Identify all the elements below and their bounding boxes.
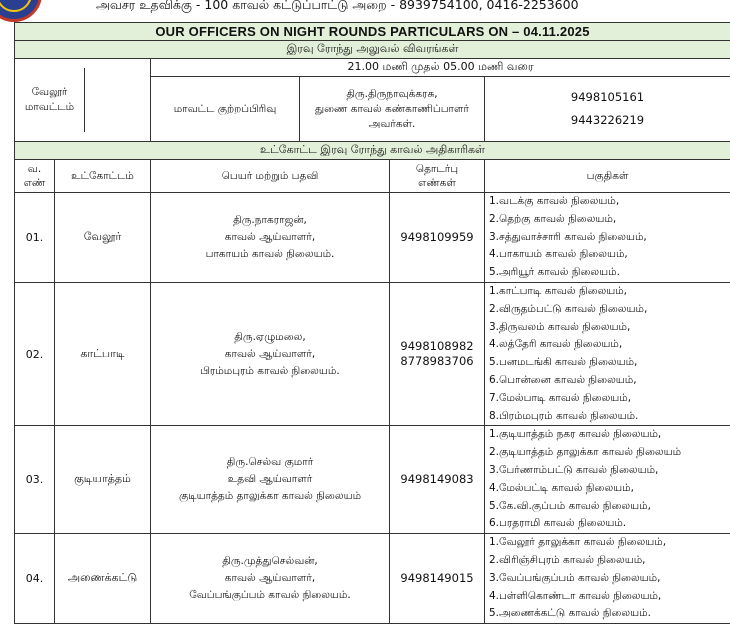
area-item: 7.மேல்பாடி காவல் நிலையம், xyxy=(489,390,726,408)
area-item: 3.சத்துவாச்சாரி காவல் நிலையம், xyxy=(489,229,726,247)
district-unit: மாவட்ட குற்றப்பிரிவு xyxy=(151,77,300,142)
area-item: 2.விருதம்பட்டு காவல் நிலையம், xyxy=(489,301,726,319)
area-item: 4.லத்தேரி காவல் நிலையம், xyxy=(489,336,726,354)
row-sno: 03. xyxy=(15,426,55,534)
district-officer-line1: திரு.திருநாவுக்கரசு, xyxy=(304,87,480,102)
area-item: 2.குடியாத்தம் தாலுக்கா காவல் நிலையம் xyxy=(489,444,726,462)
area-item: 1.குடியாத்தம் நகர காவல் நிலையம், xyxy=(489,426,726,444)
row-subdivision: வேலூர் xyxy=(55,193,151,283)
row-phone: 9498109959 xyxy=(394,230,480,245)
header-sno-line1: வ. xyxy=(19,162,50,176)
area-item: 4.பாகாயம் காவல் நிலையம், xyxy=(489,246,726,264)
row-officer-station: பாகாயம் காவல் நிலையம். xyxy=(155,246,385,263)
area-item: 6.பொன்னை காவல் நிலையம், xyxy=(489,372,726,390)
helpline-text: அவசர உதவிக்கு - 100 காவல் கட்டுப்பாட்டு அறை - 8939754100, 0416-2253600 xyxy=(96,0,579,14)
row-officer-name: திரு.நாகராஜன், xyxy=(155,212,385,229)
header-areas: பகுதிகள் xyxy=(485,160,730,193)
header-sno-line2: எண் xyxy=(19,176,50,190)
row-officer-name: திரு.செல்வ குமார் xyxy=(155,454,385,471)
area-item: 3.பேர்ணாம்பட்டு காவல் நிலையம், xyxy=(489,462,726,480)
row-officer-designation: காவல் ஆய்வாளர், xyxy=(155,346,385,363)
row-sno: 01. xyxy=(15,193,55,283)
table-row xyxy=(15,193,730,283)
table-row xyxy=(15,282,730,425)
area-item: 3.திருவலம் காவல் நிலையம், xyxy=(489,319,726,337)
row-phone: 9498149083 xyxy=(394,472,480,487)
table-row xyxy=(15,534,730,624)
row-phone: 9498108982 xyxy=(394,339,480,354)
page-title: OUR OFFICERS ON NIGHT ROUNDS PARTICULARS ON – 04.11.2025 xyxy=(15,23,730,41)
police-logo-ring xyxy=(0,0,32,12)
row-officer-designation: உதவி ஆய்வாளர் xyxy=(155,471,385,488)
row-sno: 02. xyxy=(15,282,55,425)
district-phone-2: 9443226219 xyxy=(489,109,726,132)
area-item: 6.பரதராமி காவல் நிலையம். xyxy=(489,515,726,533)
area-item: 5.பனமடங்கி காவல் நிலையம், xyxy=(489,354,726,372)
area-item: 5.அரியூர் காவல் நிலையம். xyxy=(489,264,726,282)
row-officer-station: பிரம்மபுரம் காவல் நிலையம். xyxy=(155,363,385,380)
area-item: 1.வேலூர் தாலுக்கா காவல் நிலையம், xyxy=(489,534,726,552)
district-label-line2: மாவட்டம் xyxy=(15,100,84,115)
area-item: 3.வேப்பங்குப்பம் காவல் நிலையம், xyxy=(489,570,726,588)
row-officer-name: திரு.முத்துசெல்வன், xyxy=(155,553,385,570)
row-officer-designation: காவல் ஆய்வாளர், xyxy=(155,570,385,587)
table-row xyxy=(15,426,730,534)
row-subdivision: காட்பாடி xyxy=(55,282,151,425)
area-item: 1.வடக்கு காவல் நிலையம், xyxy=(489,193,726,211)
row-officer-name: திரு.ஏழுமலை, xyxy=(155,329,385,346)
area-item: 2.விரிஞ்சிபுரம் காவல் நிலையம், xyxy=(489,552,726,570)
district-phone-1: 9498105161 xyxy=(489,86,726,109)
district-officer-line2: துணை காவல் கண்காணிப்பாளர் xyxy=(304,102,480,117)
header-contact-line1: தொடர்பு xyxy=(394,162,480,176)
header-subdivision: உட்கோட்டம் xyxy=(55,160,151,193)
area-item: 2.தெற்கு காவல் நிலையம், xyxy=(489,211,726,229)
header-name-designation: பெயர் மற்றும் பதவி xyxy=(151,160,390,193)
police-logo xyxy=(0,0,42,22)
district-officer-line3: அவர்கள். xyxy=(304,117,480,132)
row-officer-station: வேப்பங்குப்பம் காவல் நிலையம். xyxy=(155,587,385,604)
timing-text: 21.00 மணி முதல் 05.00 மணி வரை xyxy=(151,59,730,77)
section-title: உட்கோட்ட இரவு ரோந்து காவல் அதிகாரிகள் xyxy=(15,142,730,160)
night-rounds-table xyxy=(14,22,730,624)
district-label-line1: வேலூர் xyxy=(15,85,84,100)
subtitle: இரவு ரோந்து அலுவல் விவரங்கள் xyxy=(15,41,730,59)
area-item: 5.அணைக்கட்டு காவல் நிலையம். xyxy=(489,605,726,623)
row-sno: 04. xyxy=(15,534,55,624)
area-item: 1.காட்பாடி காவல் நிலையம், xyxy=(489,283,726,301)
area-item: 5.கே.வி.குப்பம் காவல் நிலையம், xyxy=(489,498,726,516)
row-phone: 9498149015 xyxy=(394,571,480,586)
area-item: 4.பள்ளிகொண்டா காவல் நிலையம், xyxy=(489,588,726,606)
row-subdivision: குடியாத்தம் xyxy=(55,426,151,534)
row-subdivision: அணைக்கட்டு xyxy=(55,534,151,624)
row-officer-station: குடியாத்தம் தாலுக்கா காவல் நிலையம் xyxy=(155,488,385,505)
row-officer-designation: காவல் ஆய்வாளர், xyxy=(155,229,385,246)
header-contact-line2: எண்கள் xyxy=(394,176,480,190)
area-item: 4.மேல்பட்டி காவல் நிலையம், xyxy=(489,480,726,498)
area-item: 8.பிரம்மபுரம் காவல் நிலையம். xyxy=(489,408,726,426)
row-phone: 8778983706 xyxy=(394,354,480,369)
